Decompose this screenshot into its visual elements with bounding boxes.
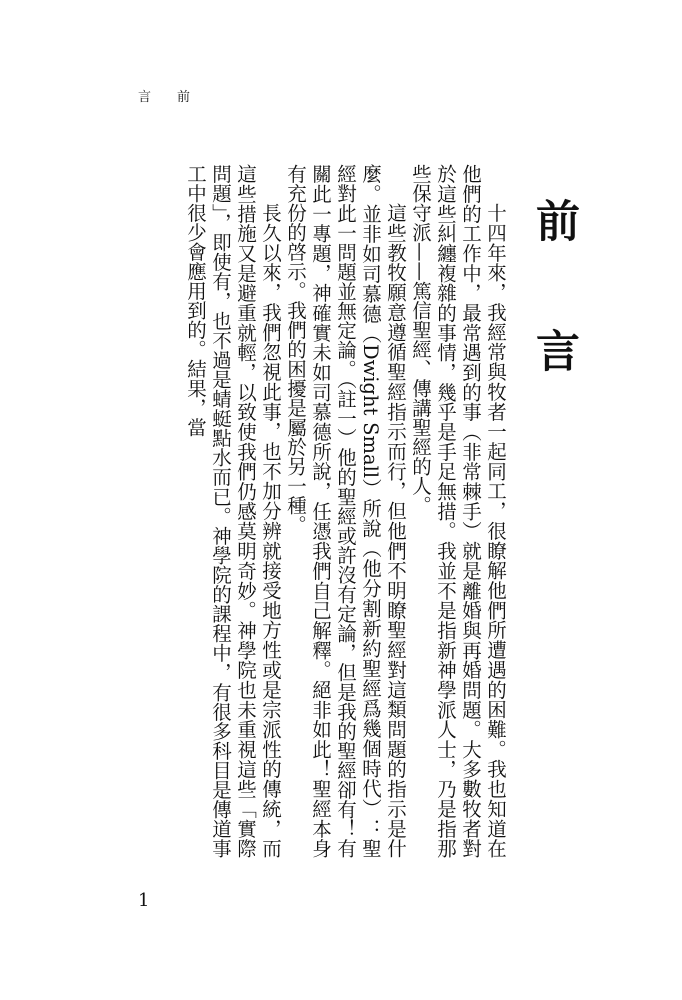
paragraph-3: 長久以來，我們忽視此事，也不加分辨就接受地方性或是宗派性的傳統，而這些措施又是避重就輕，以致使我們仍感莫明奇妙。神學院也未重視這些「實際問題」，即使有，也不過是蜻蜓點水而已。神學院的課程中，有很多科目是傳道事工中很少會應用到的。結果，當: [184, 164, 282, 858]
paragraph-2: 這些教牧願意遵循聖經指示而行，但他們不明瞭聖經對這類問題的指示是什麼。並非如司慕德（Dwight Small）所說（他分割新約聖經爲幾個時代）：聖經對此一問題並無定論。（註一）他的聖經或許沒有定論，但是我的聖經卻有！有關此一專題，神確實未如司慕德所說，任憑我們自己解釋。絕非如此！聖經本身有充份的啓示。我們的困擾是屬於另一種。: [284, 164, 407, 858]
page-number: 1: [138, 890, 150, 911]
running-head: 言 前: [138, 90, 191, 105]
chapter-title: 前言: [528, 198, 579, 458]
body-text: [132, 164, 508, 858]
paragraph-1: 十四年來，我經常與牧者一起同工，很瞭解他們所遭遇的困難。我也知道在他們的工作中，最常遇到的事（非常棘手）就是離婚與再婚問題。大多數牧者對於這些糾纏複雜的事情，幾乎是手足無措。我並不是指新神學派人士，乃是指那些保守派——篤信聖經、傳講聖經的人。: [409, 164, 507, 858]
